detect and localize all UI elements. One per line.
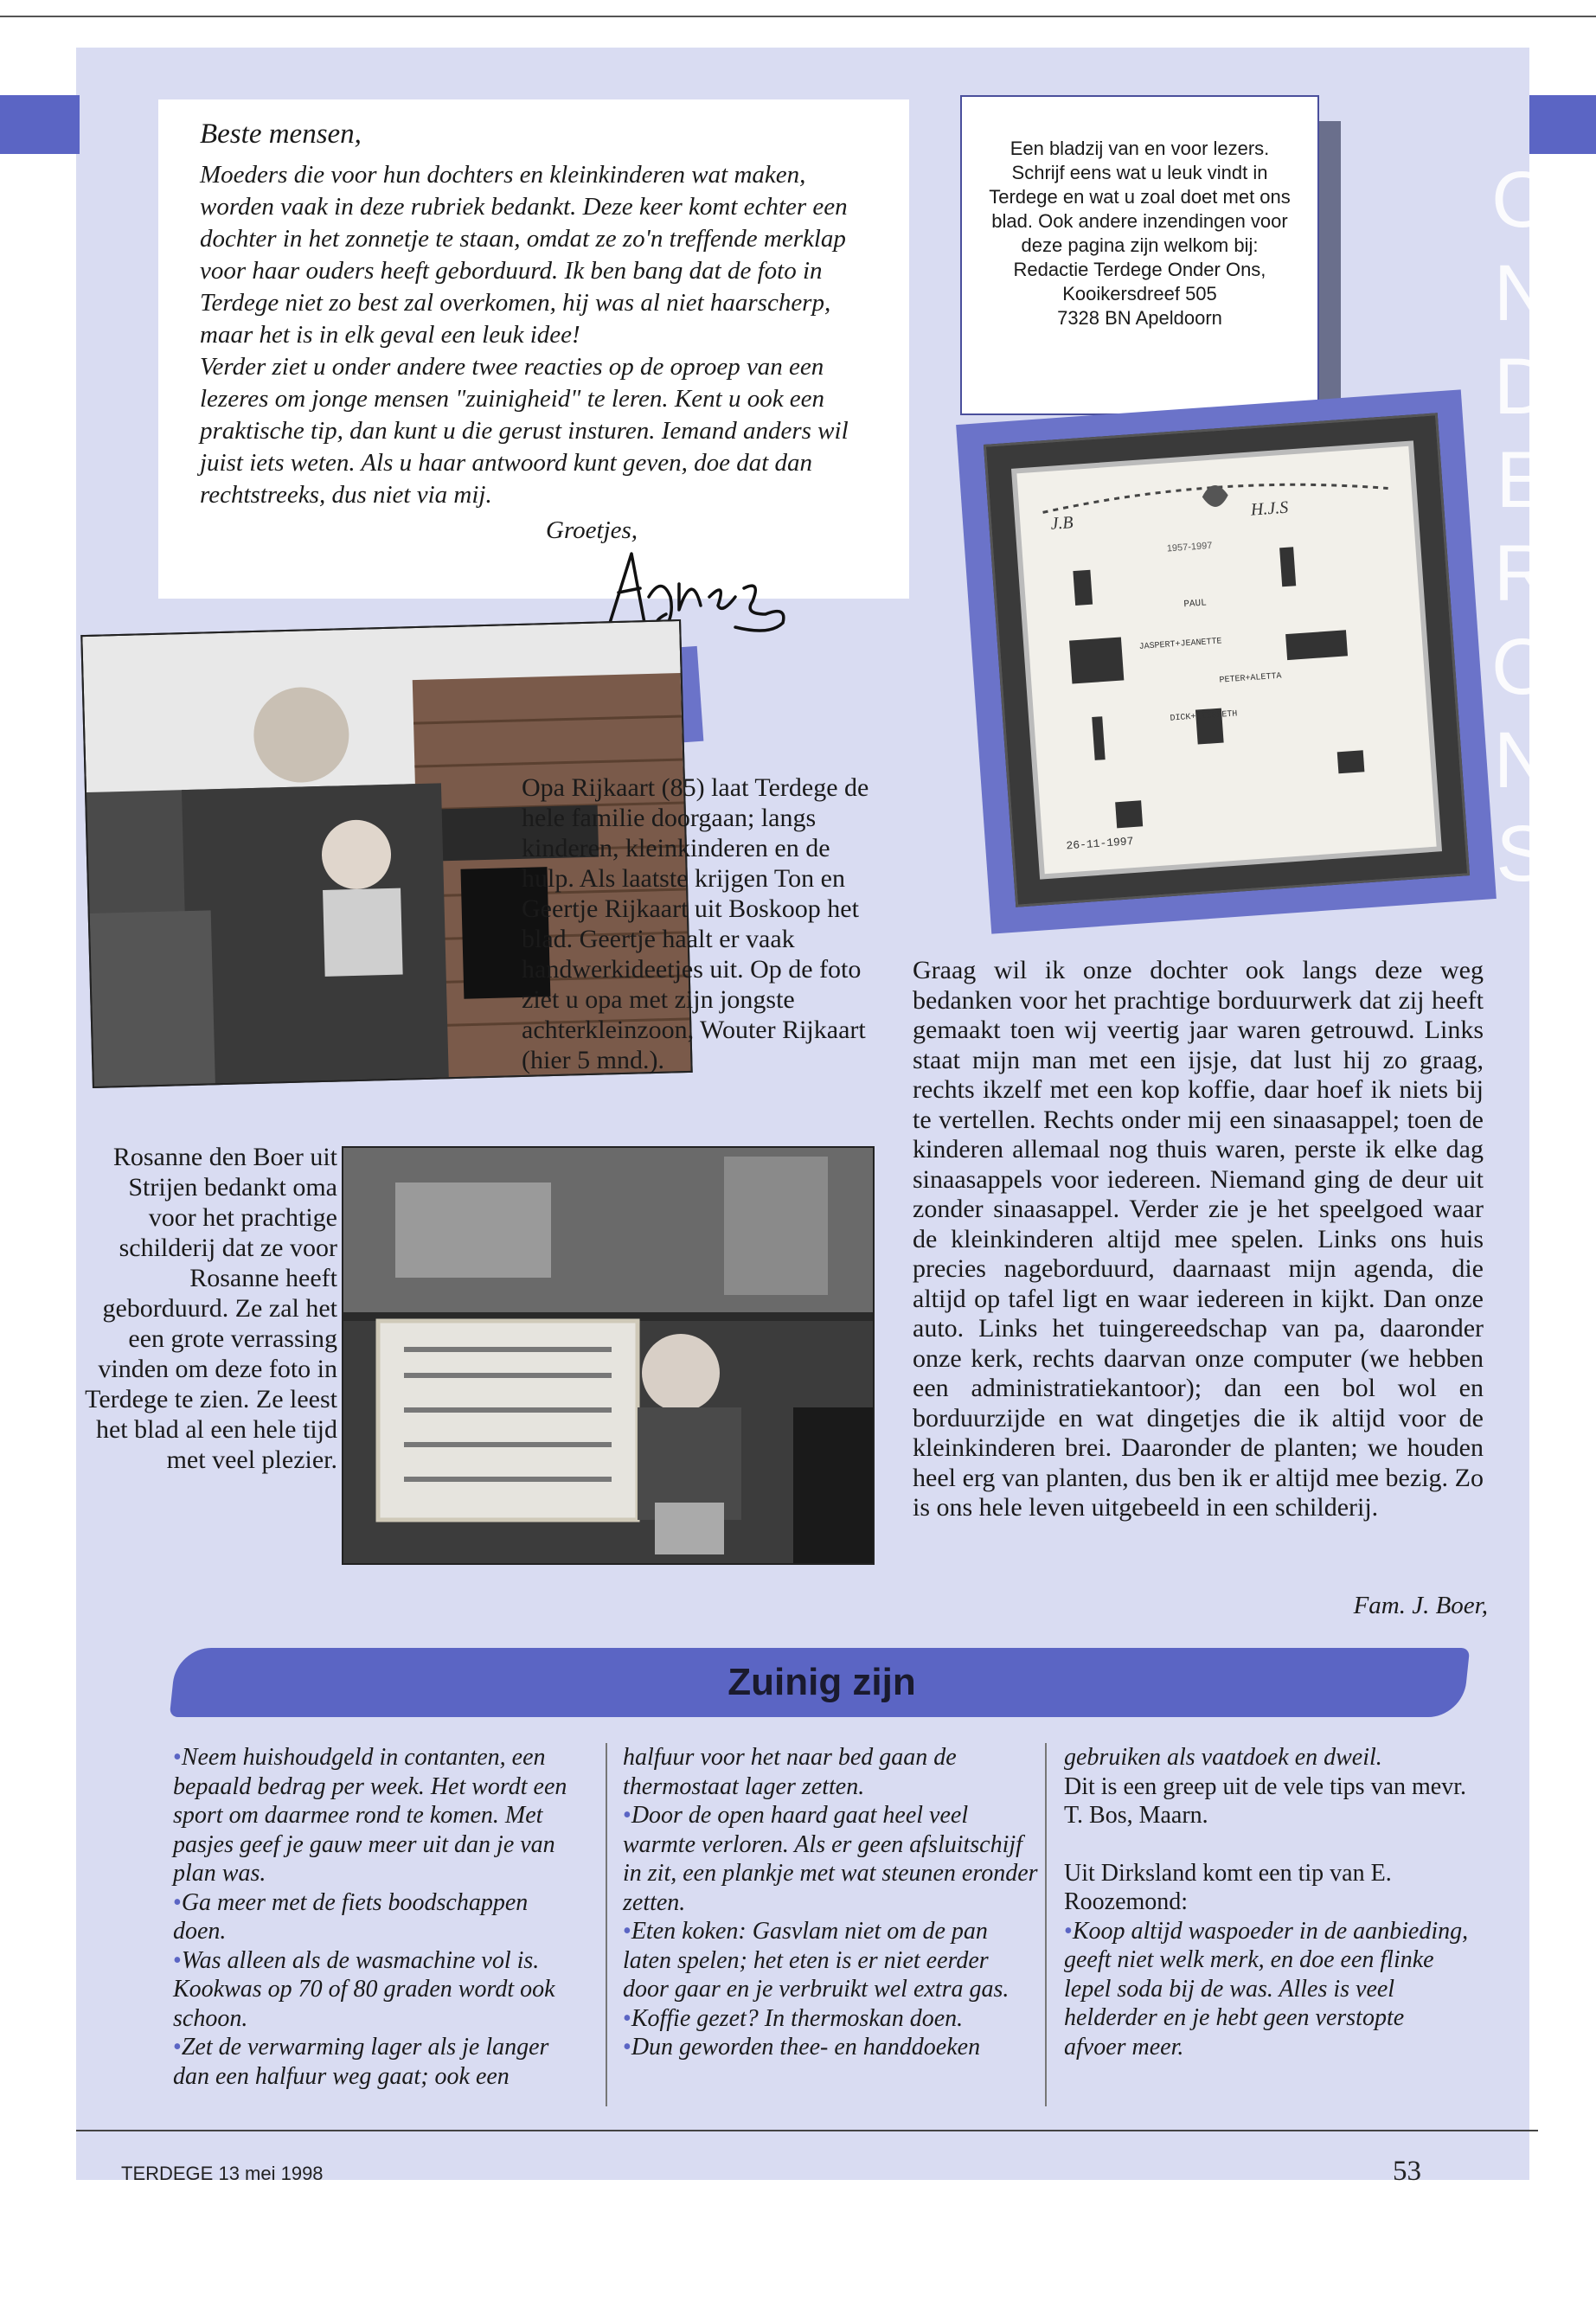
tip-continuation: halfuur voor het naar bed gaan de thermostaat lager zetten. <box>623 1744 957 1800</box>
sampler-initials-right: H.J.S <box>1250 497 1289 520</box>
sampler-names-2: JASPERT+JEANETTE <box>1138 637 1222 653</box>
tips-column-3 <box>1064 1743 1471 2061</box>
tip-item: •Was alleen als de wasmachine vol is. Kookwas op 70 of 80 graden wordt ook schoon. <box>173 1946 555 2032</box>
sampler-date: 26-11-1997 <box>1066 835 1134 853</box>
tip-item: •Koffie gezet? In thermoskan doen. <box>623 2004 964 2032</box>
sampler-photo-wrapper <box>973 407 1479 917</box>
caption-rosanne: Rosanne den Boer uit Strijen bedankt oma voor het prachtige schilderij dat ze voor Rosanne heeft geborduurd. Ze zal het een grote verrassing vinden om deze foto in Terdege te zien. Ze leest het blad al een hele tijd met veel plezier. <box>85 1143 337 1474</box>
tips-banner-title: Zuinig zijn <box>727 1661 916 1703</box>
section-title: ONDERONS <box>1478 156 1567 903</box>
right-accent-bar <box>1529 95 1596 154</box>
tips-column-2 <box>623 1743 1038 2062</box>
bullet-icon: • <box>623 1802 631 1829</box>
tip-item: •Zet de verwarming lager als je langer dan een halfuur weg gaat; ook een <box>173 2034 549 2090</box>
info-intro: Een bladzij van en voor lezers. Schrijf eens wat u leuk vindt in Terdege en wat u zoal doet met ons blad. Ook andere inzendingen voor deze pagina zijn welkom bij: <box>989 138 1291 256</box>
tips-credit: Dit is een greep uit de vele tips van mevr. T. Bos, Maarn. <box>1064 1772 1466 1829</box>
footer-page-number: 53 <box>1393 2156 1421 2187</box>
tips-intro: Uit Dirksland komt een tip van E. Roozemond: <box>1064 1859 1392 1915</box>
photo-rosanne <box>342 1146 875 1565</box>
caption-opa: Opa Rijkaart (85) laat Terdege de hele familie doorgaan; langs kinderen, kleinkinderen en de hulp. Als laatste krijgen Ton en Geertje Rijkaart uit Boskoop het blad. Geertje haalt er vaak handwerkideetjes uit. Op de foto ziet u opa met zijn jongste achterkleinzoon, Wouter Rijkaart (hier 5 mnd.). <box>522 773 869 1074</box>
bullet-icon: • <box>623 2004 631 2032</box>
top-rule <box>0 16 1596 17</box>
footer-rule <box>76 2130 1538 2131</box>
tip-item: •Koop altijd waspoeder in de aanbieding, geeft niet welk merk, en doe een flinke lepel soda bij de was. Alles is veel helderder en je hebt geen verstopte afvoer meer. <box>1064 1917 1469 2061</box>
tips-column-1 <box>173 1743 584 2091</box>
sampler-names-3: PETER+ALETTA <box>1219 671 1282 686</box>
info-address-city: 7328 BN Apeldoorn <box>1057 307 1222 329</box>
photo-sampler <box>984 413 1470 907</box>
editor-letter <box>158 99 909 599</box>
column-divider <box>606 1743 607 2106</box>
tip-item: •Dun geworden thee- en handdoeken <box>623 2034 981 2061</box>
letter-paragraph-1: Moeders die voor hun dochters en kleinkinderen wat maken, worden vaak in deze rubriek bedankt. Deze keer komt echter een dochter in het zonnetje te staan, omdat ze zo'n treffende merklap voor haar ouders heeft geborduurd. Ik ben bang dat de foto in Terdege niet zo best zal overkomen, hij was al niet haarscherp, maar het is in elk geval een leuk idee! <box>200 161 848 349</box>
tip-item: •Ga meer met de fiets boodschappen doen. <box>173 1888 529 1945</box>
left-accent-bar <box>0 95 80 154</box>
bullet-icon: • <box>173 1888 182 1916</box>
sampler-names-1: PAUL <box>1183 598 1208 611</box>
reader-letter-text: Graag wil ik onze dochter ook langs deze weg bedanken voor het prachtige borduurwerk dat zij heeft gemaakt toen wij veertig jaar waren getrouwd. Links staat mijn man met een ijsje, dat lust hij zo graag, rechts ikzelf met een kop koffie, daar hoef ik niets bij te vertellen. Rechts onder mij een sinaasappel; toen de kinderen allemaal nog thuis waren, perste ik elke dag sinaasappels voor iedereen. Niemand ging de deur uit zonder sinaasappel. Verder zie je het speelgoed waar de kleinkinderen altijd mee spelen. Links ons huis precies nageborduurd, daarnaast mijn agenda, die altijd op tafel ligt en waar iedereen in kijkt. Dan onze auto. Links het tuingereedschap van pa, daaronder onze kerk, rechts daarvan onze computer (we hebben een administratiekantoor); dan een bol wol en borduurzijde en wat dingetjes die ik altijd voor de kleinkinderen brei. Daaronder de planten; we houden heel erg van planten, dus ben ik er altijd mee bezig. Zo is ons hele leven uitgebeeld in een schilderij. <box>913 956 1484 1522</box>
column-divider <box>1045 1743 1047 2106</box>
info-address-name: Redactie Terdege Onder Ons, <box>1013 259 1266 280</box>
letter-closing: Groetjes, <box>546 516 638 544</box>
letter-greeting: Beste mensen, <box>200 119 362 150</box>
reader-letter <box>913 956 1484 1523</box>
sampler-initials-left: J.B <box>1049 513 1074 534</box>
bullet-icon: • <box>623 2034 631 2061</box>
tip-continuation: gebruiken als vaatdoek en dweil. <box>1064 1744 1382 1771</box>
letter-paragraph-2: Verder ziet u onder andere twee reacties op de oproep van een lezeres om jonge mensen "zuinigheid" te leren. Kent u ook een praktische tip, dan kunt u die gerust insturen. Iemand anders wil juist iets weten. Als u haar antwoord kunt geven, doe dat dan rechtstreeks, dus niet via mij. <box>200 353 849 509</box>
bullet-icon: • <box>623 1918 631 1945</box>
footer-publication: TERDEGE 13 mei 1998 <box>121 2163 324 2184</box>
reader-letter-signature: Fam. J. Boer, <box>1353 1592 1488 1619</box>
submission-info-box <box>960 95 1319 415</box>
tip-item: •Eten koken: Gasvlam niet om de pan laten spelen; het eten is er niet eerder door gaar en je verbruikt wel extra gas. <box>623 1918 1010 2003</box>
spacer <box>1064 1830 1471 1859</box>
bullet-icon: • <box>1064 1917 1073 1945</box>
tip-item: •Neem huishoudgeld in contanten, een bepaald bedrag per week. Het wordt een sport om daarmee rond te komen. Met pasjes geef je gauw meer uit dan je van plan was. <box>173 1744 567 1887</box>
bullet-icon: • <box>173 1744 182 1771</box>
sampler-years: 1957-1997 <box>1166 540 1213 554</box>
info-box-shadow <box>1319 121 1341 415</box>
bullet-icon: • <box>173 2034 182 2061</box>
info-address-street: Kooikersdreef 505 <box>1062 283 1217 304</box>
tip-item: •Door de open haard gaat heel veel warmte verloren. Als er geen afsluitschijf in zit, een plankje met wat steunen eronder zetten. <box>623 1802 1038 1916</box>
sampler-names-4: DICK+LIESBETH <box>1170 709 1238 724</box>
bullet-icon: • <box>173 1946 182 1974</box>
